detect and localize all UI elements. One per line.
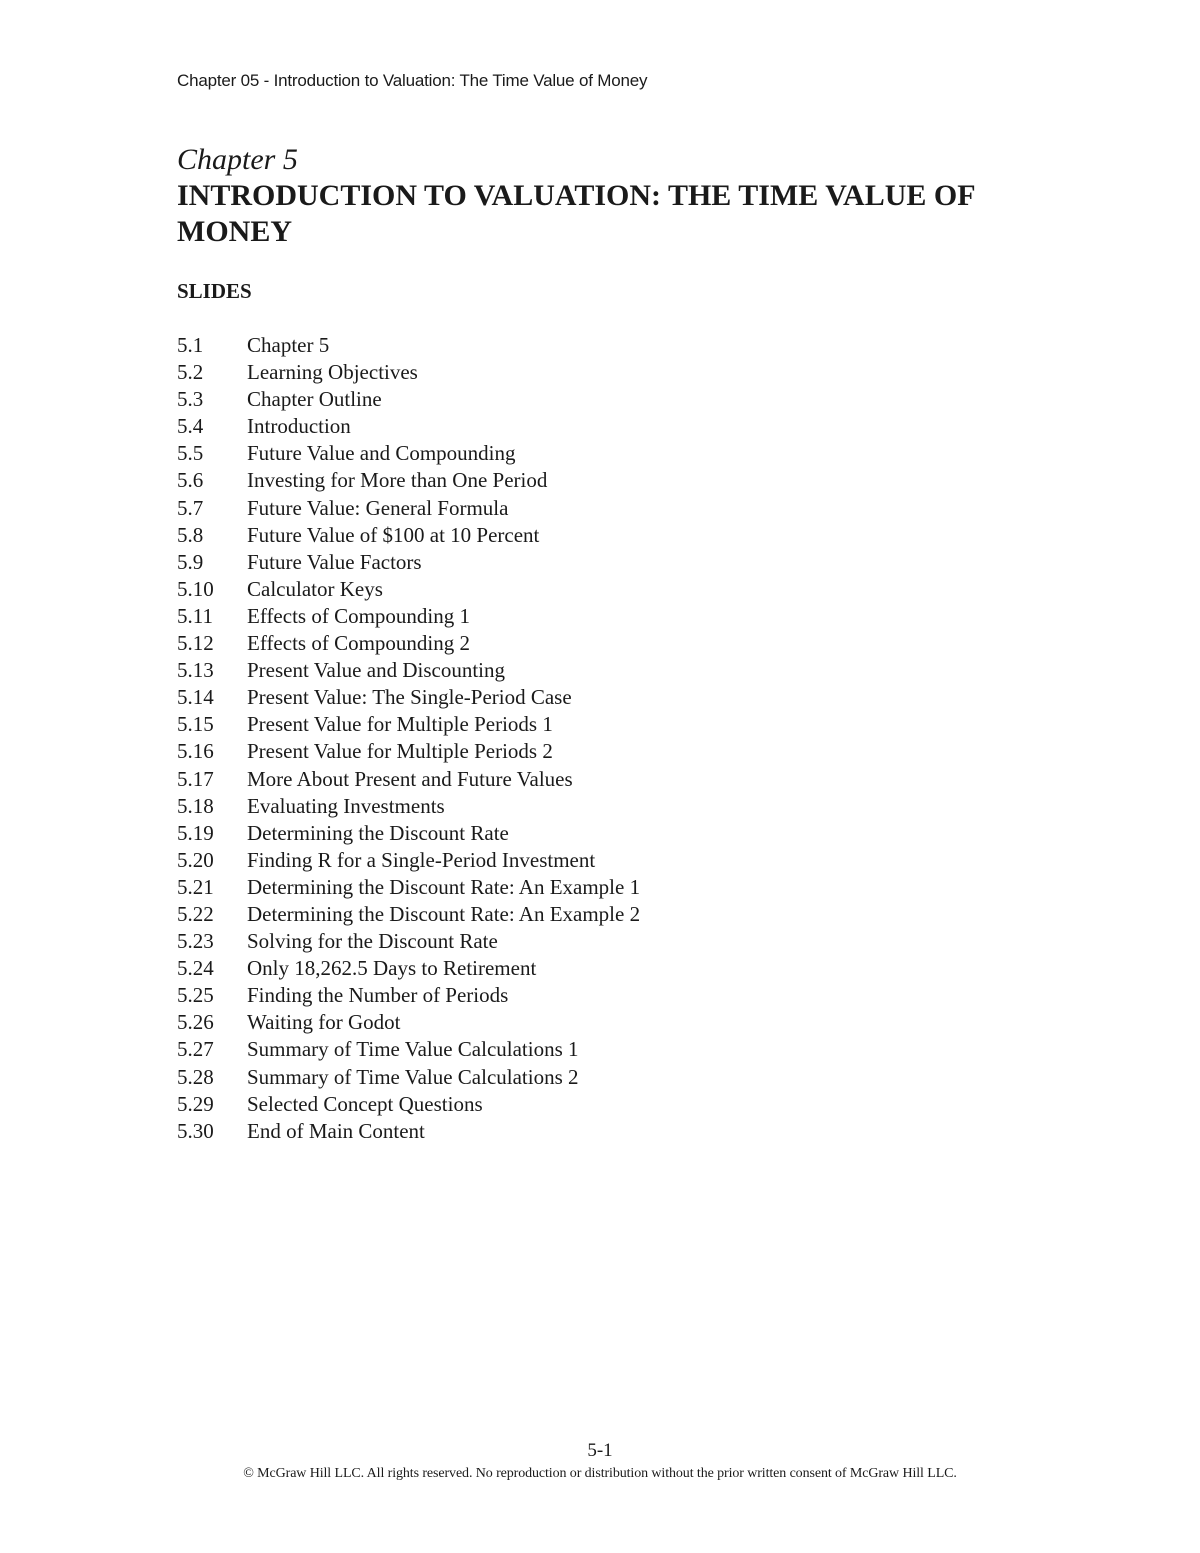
- slide-title: Future Value of $100 at 10 Percent: [247, 522, 540, 547]
- slide-list-item: [177, 928, 640, 955]
- slide-list-item: [177, 467, 640, 494]
- slide-list-item: [177, 738, 640, 765]
- slide-number: 5.29: [177, 1091, 214, 1116]
- chapter-label: Chapter 5: [177, 143, 298, 176]
- slide-list-item: [177, 820, 640, 847]
- slide-number: 5.11: [177, 603, 213, 628]
- slide-title: End of Main Content: [247, 1118, 425, 1143]
- slide-number: 5.15: [177, 712, 214, 737]
- slide-title: Waiting for Godot: [247, 1010, 401, 1035]
- slide-list-item: [177, 657, 640, 684]
- slide-number: 5.25: [177, 983, 214, 1008]
- slide-list-item: [177, 522, 640, 549]
- slide-title: Finding the Number of Periods: [247, 983, 509, 1008]
- slide-title: Future Value: General Formula: [247, 495, 509, 520]
- slide-list-item: [177, 847, 640, 874]
- slide-list-item: [177, 711, 640, 738]
- slide-number: 5.10: [177, 576, 214, 601]
- slide-list-item: [177, 603, 640, 630]
- slide-title: More About Present and Future Values: [247, 766, 573, 791]
- slide-title: Determining the Discount Rate: An Example 1: [247, 874, 641, 899]
- slide-list-item: [177, 1009, 640, 1036]
- slide-number: 5.8: [177, 522, 204, 547]
- slide-title: Finding R for a Single-Period Investment: [247, 847, 596, 872]
- slide-number: 5.14: [177, 685, 214, 710]
- slide-number: 5.20: [177, 847, 214, 872]
- running-header: Chapter 05 - Introduction to Valuation: The Time Value of Money: [177, 71, 648, 90]
- slide-list-item: [177, 549, 640, 576]
- slide-number: 5.17: [177, 766, 214, 791]
- slide-list-item: [177, 630, 640, 657]
- slide-number: 5.16: [177, 739, 214, 764]
- slide-list-item: [177, 901, 640, 928]
- slide-title: Present Value for Multiple Periods 2: [247, 739, 553, 764]
- slide-number: 5.18: [177, 793, 214, 818]
- slide-title: Determining the Discount Rate: An Example 2: [247, 901, 641, 926]
- slide-number: 5.6: [177, 468, 204, 493]
- chapter-title: INTRODUCTION TO VALUATION: THE TIME VALUE OF MONEY: [177, 179, 975, 248]
- slide-list-item: [177, 1036, 640, 1063]
- slide-number: 5.1: [177, 333, 204, 357]
- slide-title: Only 18,262.5 Days to Retirement: [247, 956, 537, 981]
- slide-list: [177, 332, 640, 1145]
- slide-list-item: [177, 793, 640, 820]
- slide-title: Solving for the Discount Rate: [247, 929, 498, 954]
- slide-list-item: [177, 359, 640, 386]
- slide-title: Effects of Compounding 1: [247, 603, 471, 628]
- copyright-notice: © McGraw Hill LLC. All rights reserved. No reproduction or distribution without the prior written consent of McGraw Hill LLC.: [243, 1466, 957, 1481]
- slide-title: Present Value: The Single-Period Case: [247, 685, 572, 710]
- slide-list-item: [177, 332, 640, 359]
- slide-title: Selected Concept Questions: [247, 1091, 483, 1116]
- slide-title: Evaluating Investments: [247, 793, 445, 818]
- slide-title: Present Value for Multiple Periods 1: [247, 712, 553, 737]
- slide-number: 5.4: [177, 414, 204, 439]
- slide-number: 5.7: [177, 495, 204, 520]
- slide-number: 5.30: [177, 1118, 214, 1143]
- slide-title: Summary of Time Value Calculations 2: [247, 1064, 579, 1089]
- slide-title: Summary of Time Value Calculations 1: [247, 1037, 579, 1062]
- slide-title: Present Value and Discounting: [247, 658, 505, 683]
- slide-list-item: [177, 1064, 640, 1091]
- slide-number: 5.23: [177, 929, 214, 954]
- slide-number: 5.22: [177, 901, 214, 926]
- slide-number: 5.21: [177, 874, 214, 899]
- slide-list-item: [177, 955, 640, 982]
- slide-list-item: [177, 1091, 640, 1118]
- slide-title: Effects of Compounding 2: [247, 631, 471, 656]
- slide-title: Future Value Factors: [247, 549, 422, 574]
- slide-list-item: [177, 413, 640, 440]
- slide-list-item: [177, 874, 640, 901]
- slide-list-item: [177, 386, 640, 413]
- slide-title: Learning Objectives: [247, 360, 418, 385]
- slide-number: 5.3: [177, 387, 204, 412]
- slide-title: Chapter Outline: [247, 387, 382, 412]
- slides-heading: SLIDES: [177, 279, 252, 303]
- slide-number: 5.28: [177, 1064, 214, 1089]
- slide-title: Calculator Keys: [247, 576, 383, 601]
- slide-title: Introduction: [247, 414, 351, 439]
- slide-title: Chapter 5: [247, 333, 330, 357]
- slide-list-item: [177, 766, 640, 793]
- slide-number: 5.5: [177, 441, 204, 466]
- slide-number: 5.24: [177, 956, 214, 981]
- page-number: 5-1: [587, 1440, 613, 1461]
- slide-number: 5.2: [177, 360, 204, 385]
- slide-list-item: [177, 684, 640, 711]
- slide-list-item: [177, 495, 640, 522]
- slide-number: 5.12: [177, 631, 214, 656]
- slide-list-item: [177, 440, 640, 467]
- slide-number: 5.19: [177, 820, 214, 845]
- slide-number: 5.9: [177, 549, 204, 574]
- slide-number: 5.27: [177, 1037, 214, 1062]
- slide-title: Determining the Discount Rate: [247, 820, 509, 845]
- slide-list-item: [177, 1118, 640, 1145]
- slide-title: Future Value and Compounding: [247, 441, 516, 466]
- slide-number: 5.26: [177, 1010, 214, 1035]
- slide-list-item: [177, 576, 640, 603]
- slide-title: Investing for More than One Period: [247, 468, 548, 493]
- slide-number: 5.13: [177, 658, 214, 683]
- slide-list-item: [177, 982, 640, 1009]
